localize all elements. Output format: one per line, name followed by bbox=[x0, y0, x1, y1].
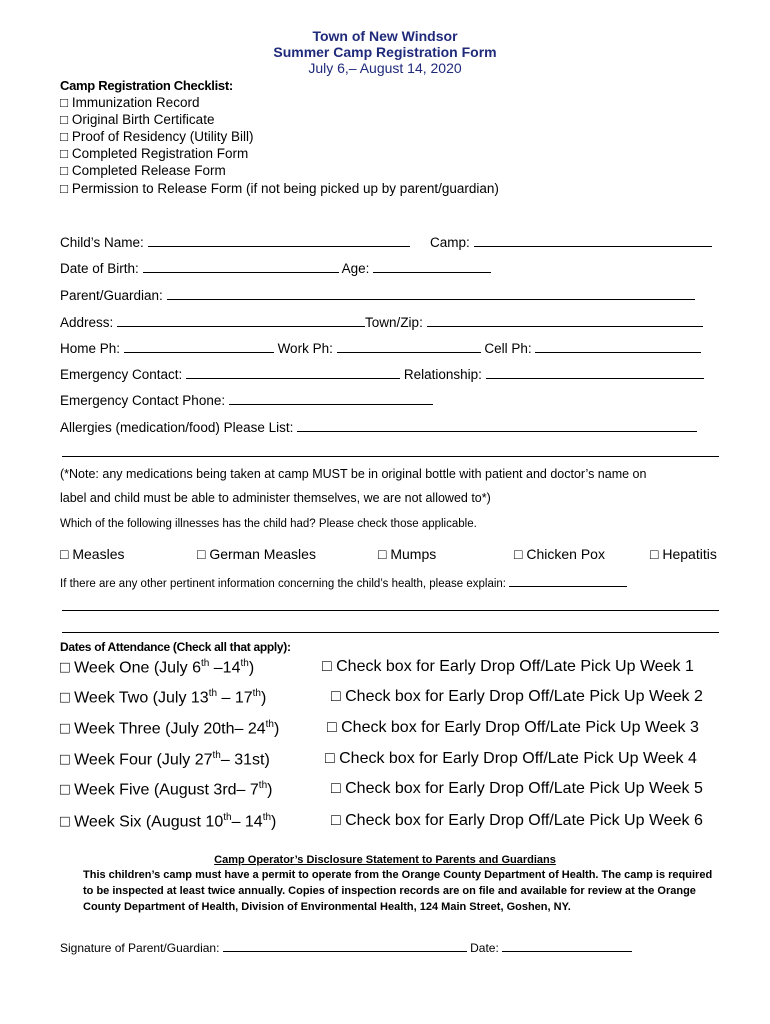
signature-row bbox=[60, 941, 632, 955]
age-label: Age: bbox=[341, 261, 370, 276]
address-field[interactable] bbox=[117, 314, 365, 327]
emergency-phone-label: Emergency Contact Phone: bbox=[60, 393, 226, 408]
camp-label: Camp: bbox=[430, 235, 470, 250]
early-drop-week-4-checkbox[interactable]: □ Check box for Early Drop Off/Late Pick Up Week 4 bbox=[325, 750, 697, 767]
work-ph-label: Work Ph: bbox=[277, 341, 333, 356]
checklist-title: Camp Registration Checklist: bbox=[60, 78, 233, 93]
illness-german-measles-checkbox[interactable]: □ German Measles bbox=[197, 546, 316, 562]
emergency-phone-row bbox=[60, 392, 433, 408]
parent-row bbox=[60, 287, 695, 303]
medication-note-line1: (*Note: any medications being taken at camp MUST be in original bottle with patient and doctor’s name on bbox=[60, 467, 647, 481]
emergency-contact-field[interactable] bbox=[186, 366, 400, 379]
town-zip-label: Town/Zip: bbox=[365, 315, 423, 330]
checklist-item[interactable]: □ Completed Registration Form bbox=[60, 146, 249, 161]
town-title: Town of New Windsor bbox=[312, 28, 458, 44]
illness-mumps-checkbox[interactable]: □ Mumps bbox=[378, 546, 437, 562]
camp-field[interactable] bbox=[474, 234, 712, 247]
form-title: Summer Camp Registration Form bbox=[273, 44, 497, 60]
address-label: Address: bbox=[60, 315, 114, 330]
child-name-row bbox=[60, 234, 410, 250]
health-explain-label: If there are any other pertinent information concerning the child’s health, please explain: bbox=[60, 578, 507, 590]
allergies-label: Allergies (medication/food) Please List: bbox=[60, 420, 294, 435]
relationship-label: Relationship: bbox=[403, 367, 482, 382]
checklist-item[interactable]: □ Proof of Residency (Utility Bill) bbox=[60, 129, 254, 144]
disclosure-body: This children’s camp must have a permit to operate from the Orange County Department of Health. The camp is required to be inspected at least twice annually. Copies of inspection records are on file and available for review at the Orange County Department of Health, Division of Environmental Health, 124 Main Street, Goshen, NY. bbox=[83, 869, 713, 913]
early-drop-week-5-checkbox[interactable]: □ Check box for Early Drop Off/Late Pick Up Week 5 bbox=[331, 780, 703, 797]
cell-ph-label: Cell Ph: bbox=[484, 341, 532, 356]
town-zip-field[interactable] bbox=[427, 314, 703, 327]
health-explain-row bbox=[60, 576, 627, 590]
cell-ph-field[interactable] bbox=[535, 340, 701, 353]
week-one-checkbox[interactable]: □ Week One (July 6th –14th) bbox=[60, 658, 255, 677]
early-drop-week-2-checkbox[interactable]: □ Check box for Early Drop Off/Late Pick Up Week 2 bbox=[331, 688, 703, 705]
signature-field[interactable] bbox=[223, 941, 467, 952]
camp-row bbox=[430, 234, 712, 250]
date-label: Date: bbox=[470, 941, 499, 955]
week-six-checkbox[interactable]: □ Week Six (August 10th– 14th) bbox=[60, 812, 277, 831]
illness-question: Which of the following illnesses has the child had? Please check those applicable. bbox=[60, 518, 477, 530]
parent-field[interactable] bbox=[167, 287, 695, 300]
allergies-field-continued[interactable] bbox=[62, 456, 719, 457]
illness-hepatitis-checkbox[interactable]: □ Hepatitis bbox=[650, 546, 717, 562]
emergency-phone-field[interactable] bbox=[229, 392, 433, 405]
signature-label: Signature of Parent/Guardian: bbox=[60, 941, 220, 955]
emergency-contact-label: Emergency Contact: bbox=[60, 367, 183, 382]
emergency-row bbox=[60, 366, 704, 382]
phones-row bbox=[60, 340, 701, 356]
early-drop-week-1-checkbox[interactable]: □ Check box for Early Drop Off/Late Pick Up Week 1 bbox=[322, 658, 694, 675]
work-ph-field[interactable] bbox=[337, 340, 481, 353]
health-explain-line[interactable] bbox=[62, 610, 719, 611]
checklist-item[interactable]: □ Permission to Release Form (if not being picked up by parent/guardian) bbox=[60, 181, 499, 196]
home-ph-field[interactable] bbox=[124, 340, 274, 353]
week-four-checkbox[interactable]: □ Week Four (July 27th– 31st) bbox=[60, 750, 270, 769]
address-row bbox=[60, 314, 703, 330]
child-name-label: Child’s Name: bbox=[60, 235, 144, 250]
checklist-item[interactable]: □ Immunization Record bbox=[60, 95, 200, 110]
attendance-title: Dates of Attendance (Check all that apply): bbox=[60, 640, 291, 654]
allergies-row bbox=[60, 419, 697, 435]
checklist-item[interactable]: □ Original Birth Certificate bbox=[60, 112, 215, 127]
child-name-field[interactable] bbox=[148, 234, 410, 247]
parent-label: Parent/Guardian: bbox=[60, 288, 163, 303]
age-field[interactable] bbox=[373, 260, 491, 273]
date-field[interactable] bbox=[502, 941, 632, 952]
dob-field[interactable] bbox=[143, 260, 339, 273]
early-drop-week-6-checkbox[interactable]: □ Check box for Early Drop Off/Late Pick Up Week 6 bbox=[331, 812, 703, 829]
camp-dates: July 6,– August 14, 2020 bbox=[308, 60, 462, 76]
illness-measles-checkbox[interactable]: □ Measles bbox=[60, 546, 125, 562]
week-five-checkbox[interactable]: □ Week Five (August 3rd– 7th) bbox=[60, 780, 273, 799]
health-explain-line[interactable] bbox=[62, 632, 719, 633]
medication-note-line2: label and child must be able to administer themselves, we are not allowed to*) bbox=[60, 491, 491, 505]
illness-chicken-pox-checkbox[interactable]: □ Chicken Pox bbox=[514, 546, 605, 562]
disclosure-title: Camp Operator’s Disclosure Statement to Parents and Guardians bbox=[214, 854, 556, 866]
home-ph-label: Home Ph: bbox=[60, 341, 121, 356]
checklist-item[interactable]: □ Completed Release Form bbox=[60, 163, 226, 178]
relationship-field[interactable] bbox=[486, 366, 704, 379]
dob-row bbox=[60, 260, 491, 276]
early-drop-week-3-checkbox[interactable]: □ Check box for Early Drop Off/Late Pick Up Week 3 bbox=[327, 719, 699, 736]
health-explain-field[interactable] bbox=[509, 576, 627, 587]
allergies-field[interactable] bbox=[297, 419, 697, 432]
week-three-checkbox[interactable]: □ Week Three (July 20th– 24th) bbox=[60, 719, 280, 738]
dob-label: Date of Birth: bbox=[60, 261, 139, 276]
week-two-checkbox[interactable]: □ Week Two (July 13th – 17th) bbox=[60, 688, 267, 707]
